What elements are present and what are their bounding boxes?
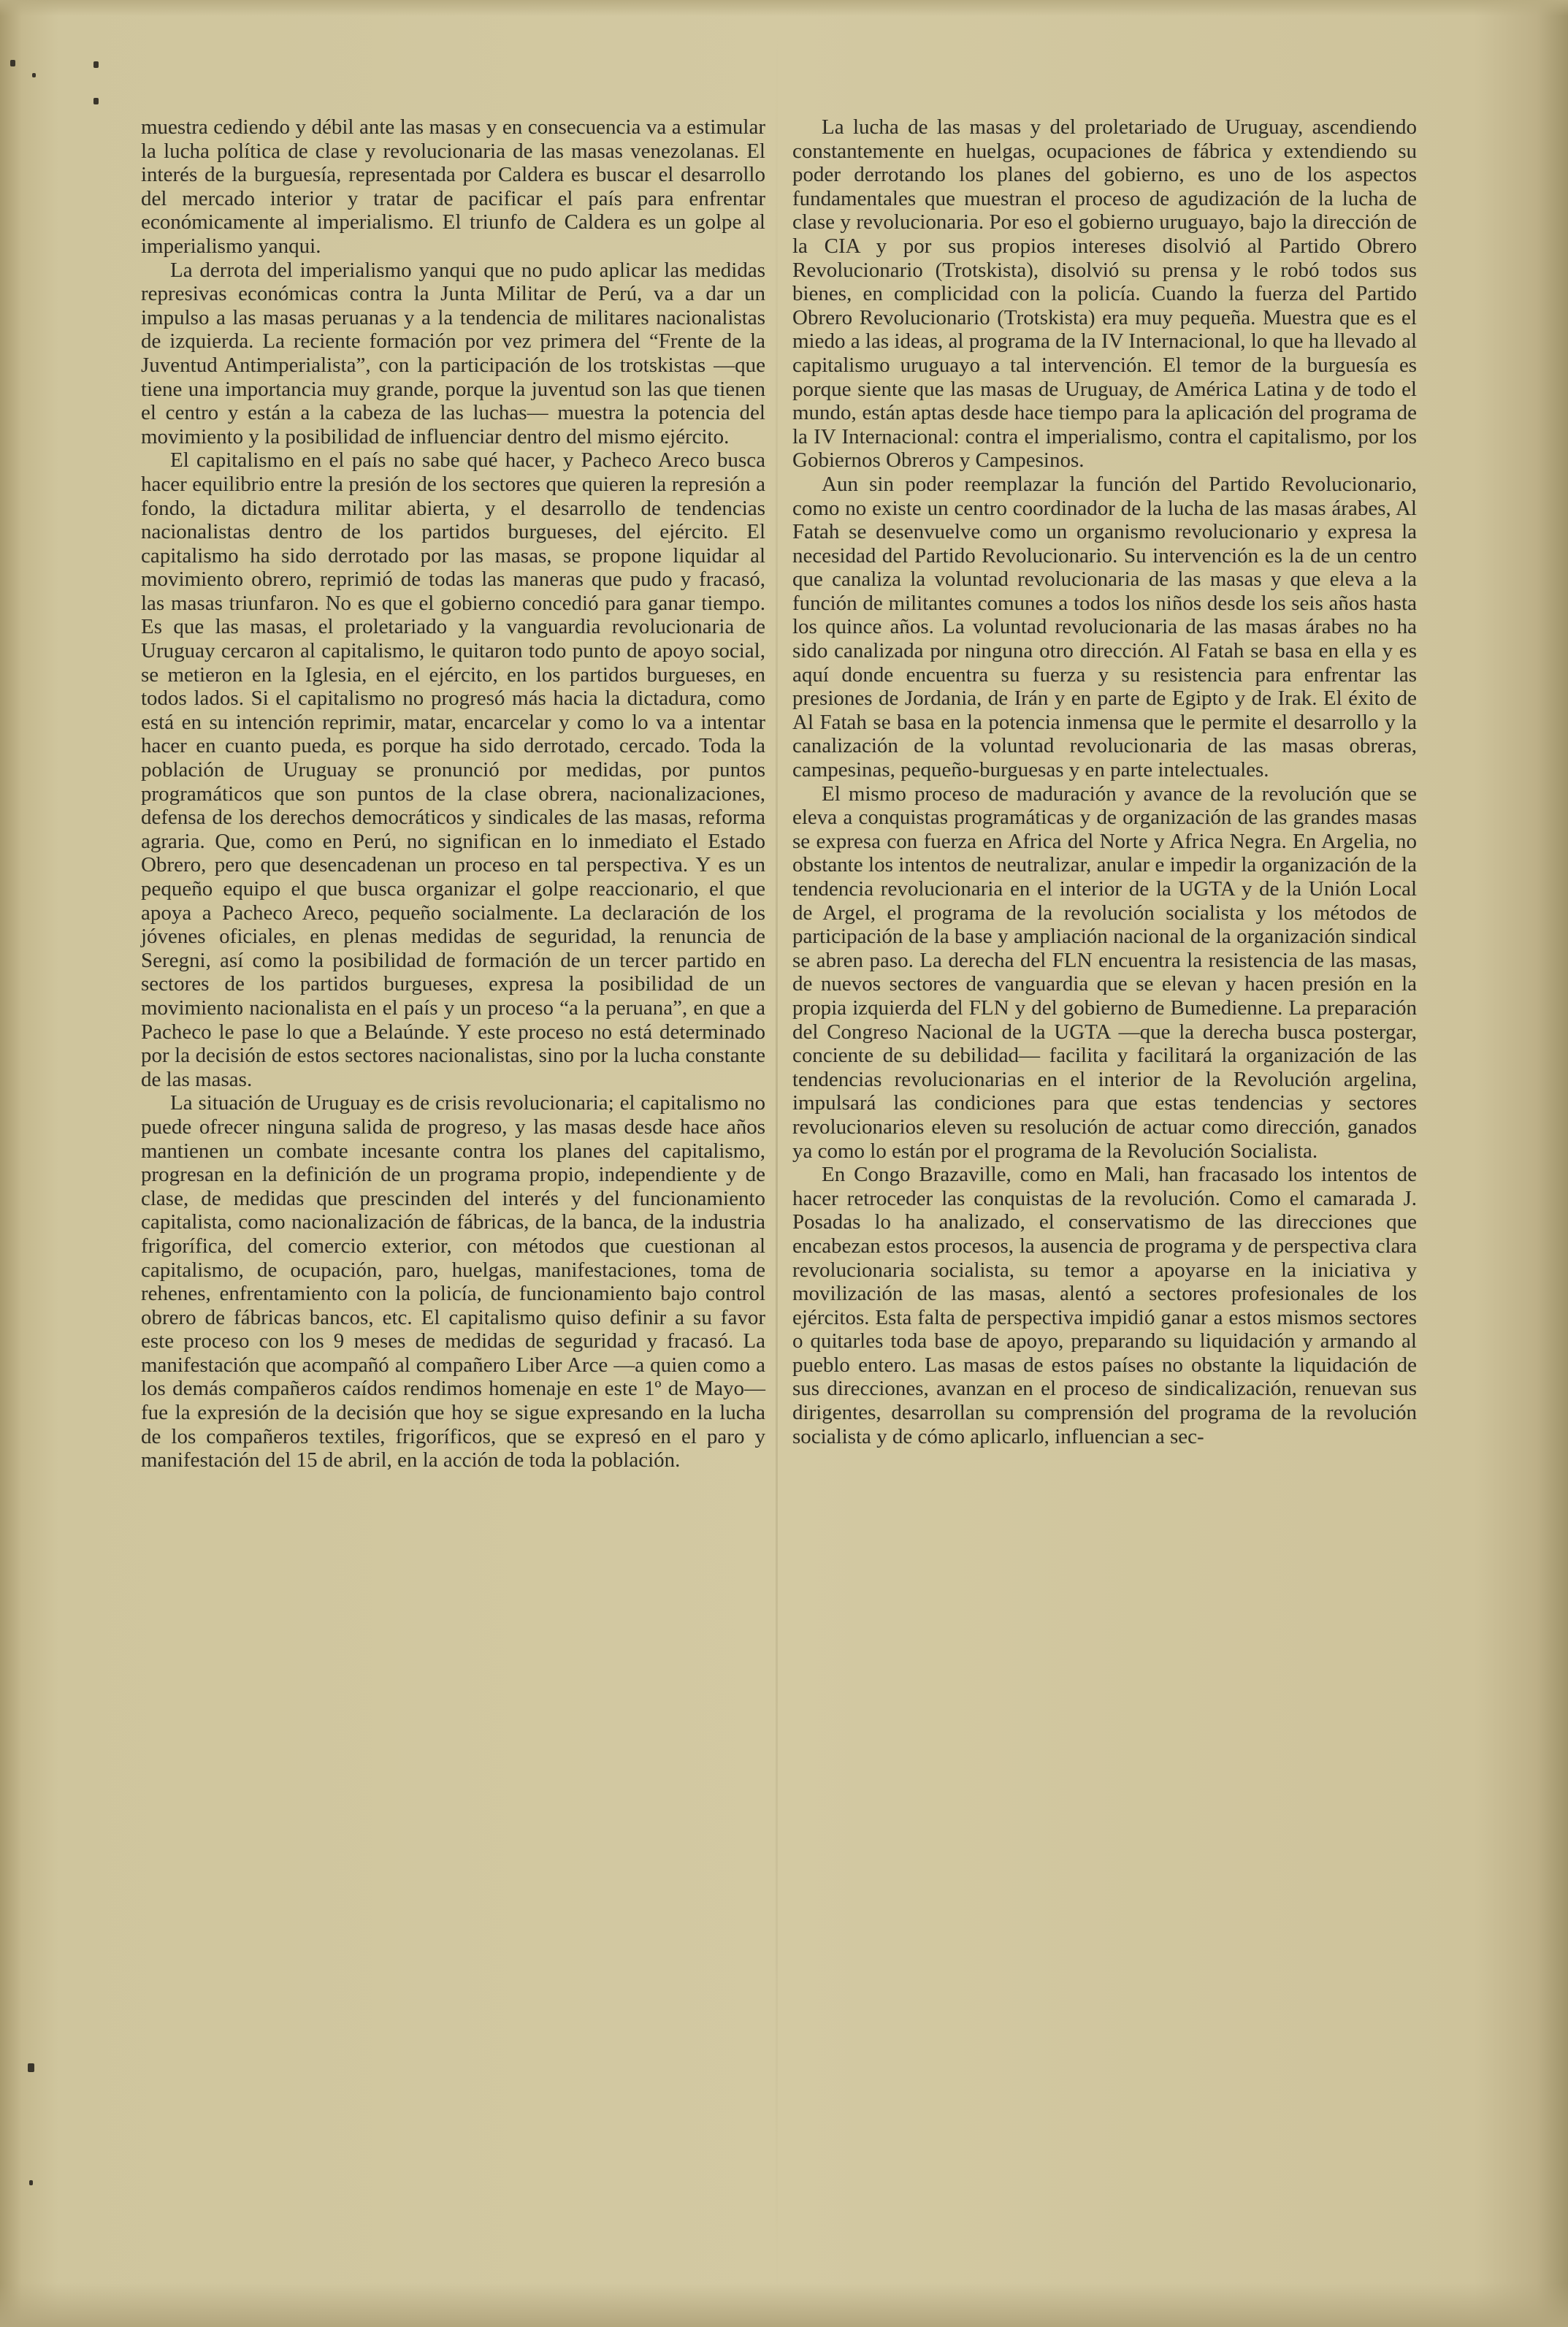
paragraph: El capitalismo en el país no sabe qué hacer, y Pacheco Areco busca hacer equilibrio entre la presión de los sectores que quieren la represión a fondo, la dictadura militar abierta, y el desarrollo de tendencias nacionalistas dentro de los partidos burgueses, del ejército. El capitalismo ha sido derrotado por las masas, se propone liquidar al movimiento obrero, reprimió de todas las maneras que pudo y fracasó, las masas triunfaron. No es que el gobierno concedió para ganar tiempo. Es que las masas, el proletariado y la vanguardia revolucionaria de Uruguay cercaron al capitalismo, le quitaron todo punto de apoyo social, se metieron en la Iglesia, en el ejército, en los partidos burgueses, en todos lados. Si el capitalismo no progresó más hacia la dictadura, como está en su intención reprimir, matar, encarcelar y como lo va a intentar hacer en cuanto pueda, es porque ha sido derrotado, cercado. Toda la población de Uruguay se pronunció por medidas, por puntos programáticos que son puntos de la clase obrera, nacionalizaciones, defensa de los derechos democráticos y sindicales de las masas, reforma agraria. Que, como en Perú, no significan en lo inmediato el Estado Obrero, pero que desencadenan un proceso en tal perspectiva. Y es un pequeño equipo el que busca organizar el golpe reaccionario, el que apoya a Pacheco Areco, pequeño socialmente. La declaración de los jóvenes oficiales, en plenas medidas de seguridad, la renuncia de Seregni, así como la posibilidad de formación de un tercer partido en sectores de los partidos burgueses, expresa la posibilidad de un movimiento nacionalista en el país y un proceso “a la peruana”, en que a Pacheco le pase lo que a Belaúnde. Y este proceso no está determinado por la decisión de estos sectores nacionalistas, sino por la lucha constante de las masas.: [141, 448, 765, 1091]
page-fold: [776, 29, 778, 2308]
right-column: [792, 115, 1417, 1448]
paragraph: muestra cediendo y débil ante las masas y en consecuencia va a estimular la lucha política de clase y revolucionaria de las masas venezolanas. El interés de la burguesía, representada por Caldera es buscar el desarrollo del mercado interior y tratar de pacificar el país para enfrentar económicamente al imperialismo. El triunfo de Caldera es un golpe al imperialismo yanqui.: [141, 115, 765, 258]
paragraph: Aun sin poder reemplazar la función del Partido Revolucionario, como no existe un centro coordinador de la lucha de las masas árabes, Al Fatah se desenvuelve como un organismo revolucionario y expresa la necesidad del Partido Revolucionario. Su intervención es la de un centro que canaliza la voluntad revolucionaria de las masas y que eleva a la función de militantes comunes a todos los niños desde los seis años hasta los quince años. La voluntad revolucionaria de las masas árabes no ha sido canalizada por ninguna otro dirección. Al Fatah se basa en ella y es aquí donde encuentra su fuerza y su resistencia para enfrentar las presiones de Jordania, de Irán y en parte de Egipto y de Irak. El éxito de Al Fatah se basa en la potencia inmensa que le permite el desarrollo y la canalización de la voluntad revolucionaria de las masas obreras, campesinas, pequeño-burguesas y en parte intelectuales.: [792, 472, 1417, 782]
scan-speck: [29, 2180, 33, 2185]
scan-speck: [93, 98, 99, 104]
paragraph: El mismo proceso de maduración y avance de la revolución que se eleva a conquistas programáticas y de organización de las grandes masas se expresa con fuerza en Africa del Norte y Africa Negra. En Argelia, no obstante los intentos de neutralizar, anular e impedir la organización de la tendencia revolucionaria en el interior de la UGTA y de la Unión Local de Argel, el programa de la revolución socialista y los métodos de participación de la base y ampliación nacional de la organización sindical se abren paso. La derecha del FLN encuentra la resistencia de las masas, de nuevos sectores de vanguardia que se elevan y hacen presión en la propia izquierda del FLN y del gobierno de Bumedienne. La preparación del Congreso Nacional de la UGTA —que la derecha busca postergar, conciente de su debilidad— facilita y facilitará la organización de las tendencias revolucionarias en el interior de la Revolución argelina, impulsará las condiciones para que estas tendencias y sectores revolucionarios eleven su resolución de actuar como dirección, ganados ya como lo están por el programa de la Revolución Socialista.: [792, 782, 1417, 1163]
scan-speck: [93, 61, 99, 68]
paragraph: La situación de Uruguay es de crisis revolucionaria; el capitalismo no puede ofrecer ninguna salida de progreso, y las masas desde hace años mantienen un combate incesante contra los planes del capitalismo, progresan en la definición de un programa propio, independiente y de clase, de medidas que prescinden del interés y del funcionamiento capitalista, como nacionalización de fábricas, de la banca, de la industria frigorífica, del comercio exterior, con métodos que cuestionan al capitalismo, de ocupación, paro, huelgas, manifestaciones, toma de rehenes, enfrentamiento con la policía, de funcionamiento bajo control obrero de fábricas bancos, etc. El capitalismo quiso definir a su favor este proceso con los 9 meses de medidas de seguridad y fracasó. La manifestación que acompañó al compañero Liber Arce —a quien como a los demás compañeros caídos rendimos homenaje en este 1º de Mayo— fue la expresión de la decisión que hoy se sigue expresando en la lucha de los compañeros textiles, frigoríficos, que se expresó en el paro y manifestación del 15 de abril, en la acción de toda la población.: [141, 1091, 765, 1472]
paragraph: La derrota del imperialismo yanqui que no pudo aplicar las medidas represivas económicas contra la Junta Militar de Perú, va a dar un impulso a las masas peruanas y a la tendencia de militares nacionalistas de izquierda. La reciente formación por vez primera del “Frente de la Juventud Antimperialista”, con la participación de los trotskistas —que tiene una importancia muy grande, porque la juventud son las que tienen el centro y están a la cabeza de las luchas— muestra la potencia del movimiento y la posibilidad de influenciar dentro del mismo ejército.: [141, 258, 765, 448]
scan-speck: [28, 2063, 34, 2072]
scan-speck: [10, 60, 15, 66]
paragraph: La lucha de las masas y del proletariado de Uruguay, ascendiendo constantemente en huelgas, ocupaciones de fábrica y extendiendo su poder derrotando los planes del gobierno, es uno de los aspectos fundamentales que muestran el proceso de agudización de la lucha de clase y revolucionaria. Por eso el gobierno uruguayo, bajo la dirección de la CIA y por sus propios intereses disolvió al Partido Obrero Revolucionario (Trotskista), disolvió su prensa y le robó todos sus bienes, en complicidad con la policía. Cuando la fuerza del Partido Obrero Revolucionario (Trotskista) era muy pequeña. Muestra que es el miedo a las ideas, al programa de la IV Internacional, lo que ha llevado al capitalismo uruguayo a tal intervención. El temor de la burguesía es porque siente que las masas de Uruguay, de América Latina y de todo el mundo, están aptas desde hace tiempo para la aplicación del programa de la IV Internacional: contra el imperialismo, contra el capitalismo, por los Gobiernos Obreros y Campesinos.: [792, 115, 1417, 473]
left-column: [141, 115, 765, 1472]
scan-speck: [32, 73, 36, 77]
paragraph: En Congo Brazaville, como en Mali, han fracasado los intentos de hacer retroceder las conquistas de la revolución. Como el camarada J. Posadas lo ha analizado, el conservatismo de las direcciones que encabezan estos procesos, la ausencia de programa y de perspectiva clara revolucionaria socialista, su temor a apoyarse en la iniciativa y movilización de las masas, alentó a sectores profesionales de los ejércitos. Esta falta de perspectiva impidió ganar a estos mismos sectores o quitarles toda base de apoyo, preparando su liquidación y armando al pueblo entero. Las masas de estos países no obstante la liquidación de sus direcciones, avanzan en el proceso de sindicalización, renuevan sus dirigentes, desarrollan su comprensión del programa de la revolución socialista y de cómo aplicarlo, influencian a sec-: [792, 1163, 1417, 1448]
